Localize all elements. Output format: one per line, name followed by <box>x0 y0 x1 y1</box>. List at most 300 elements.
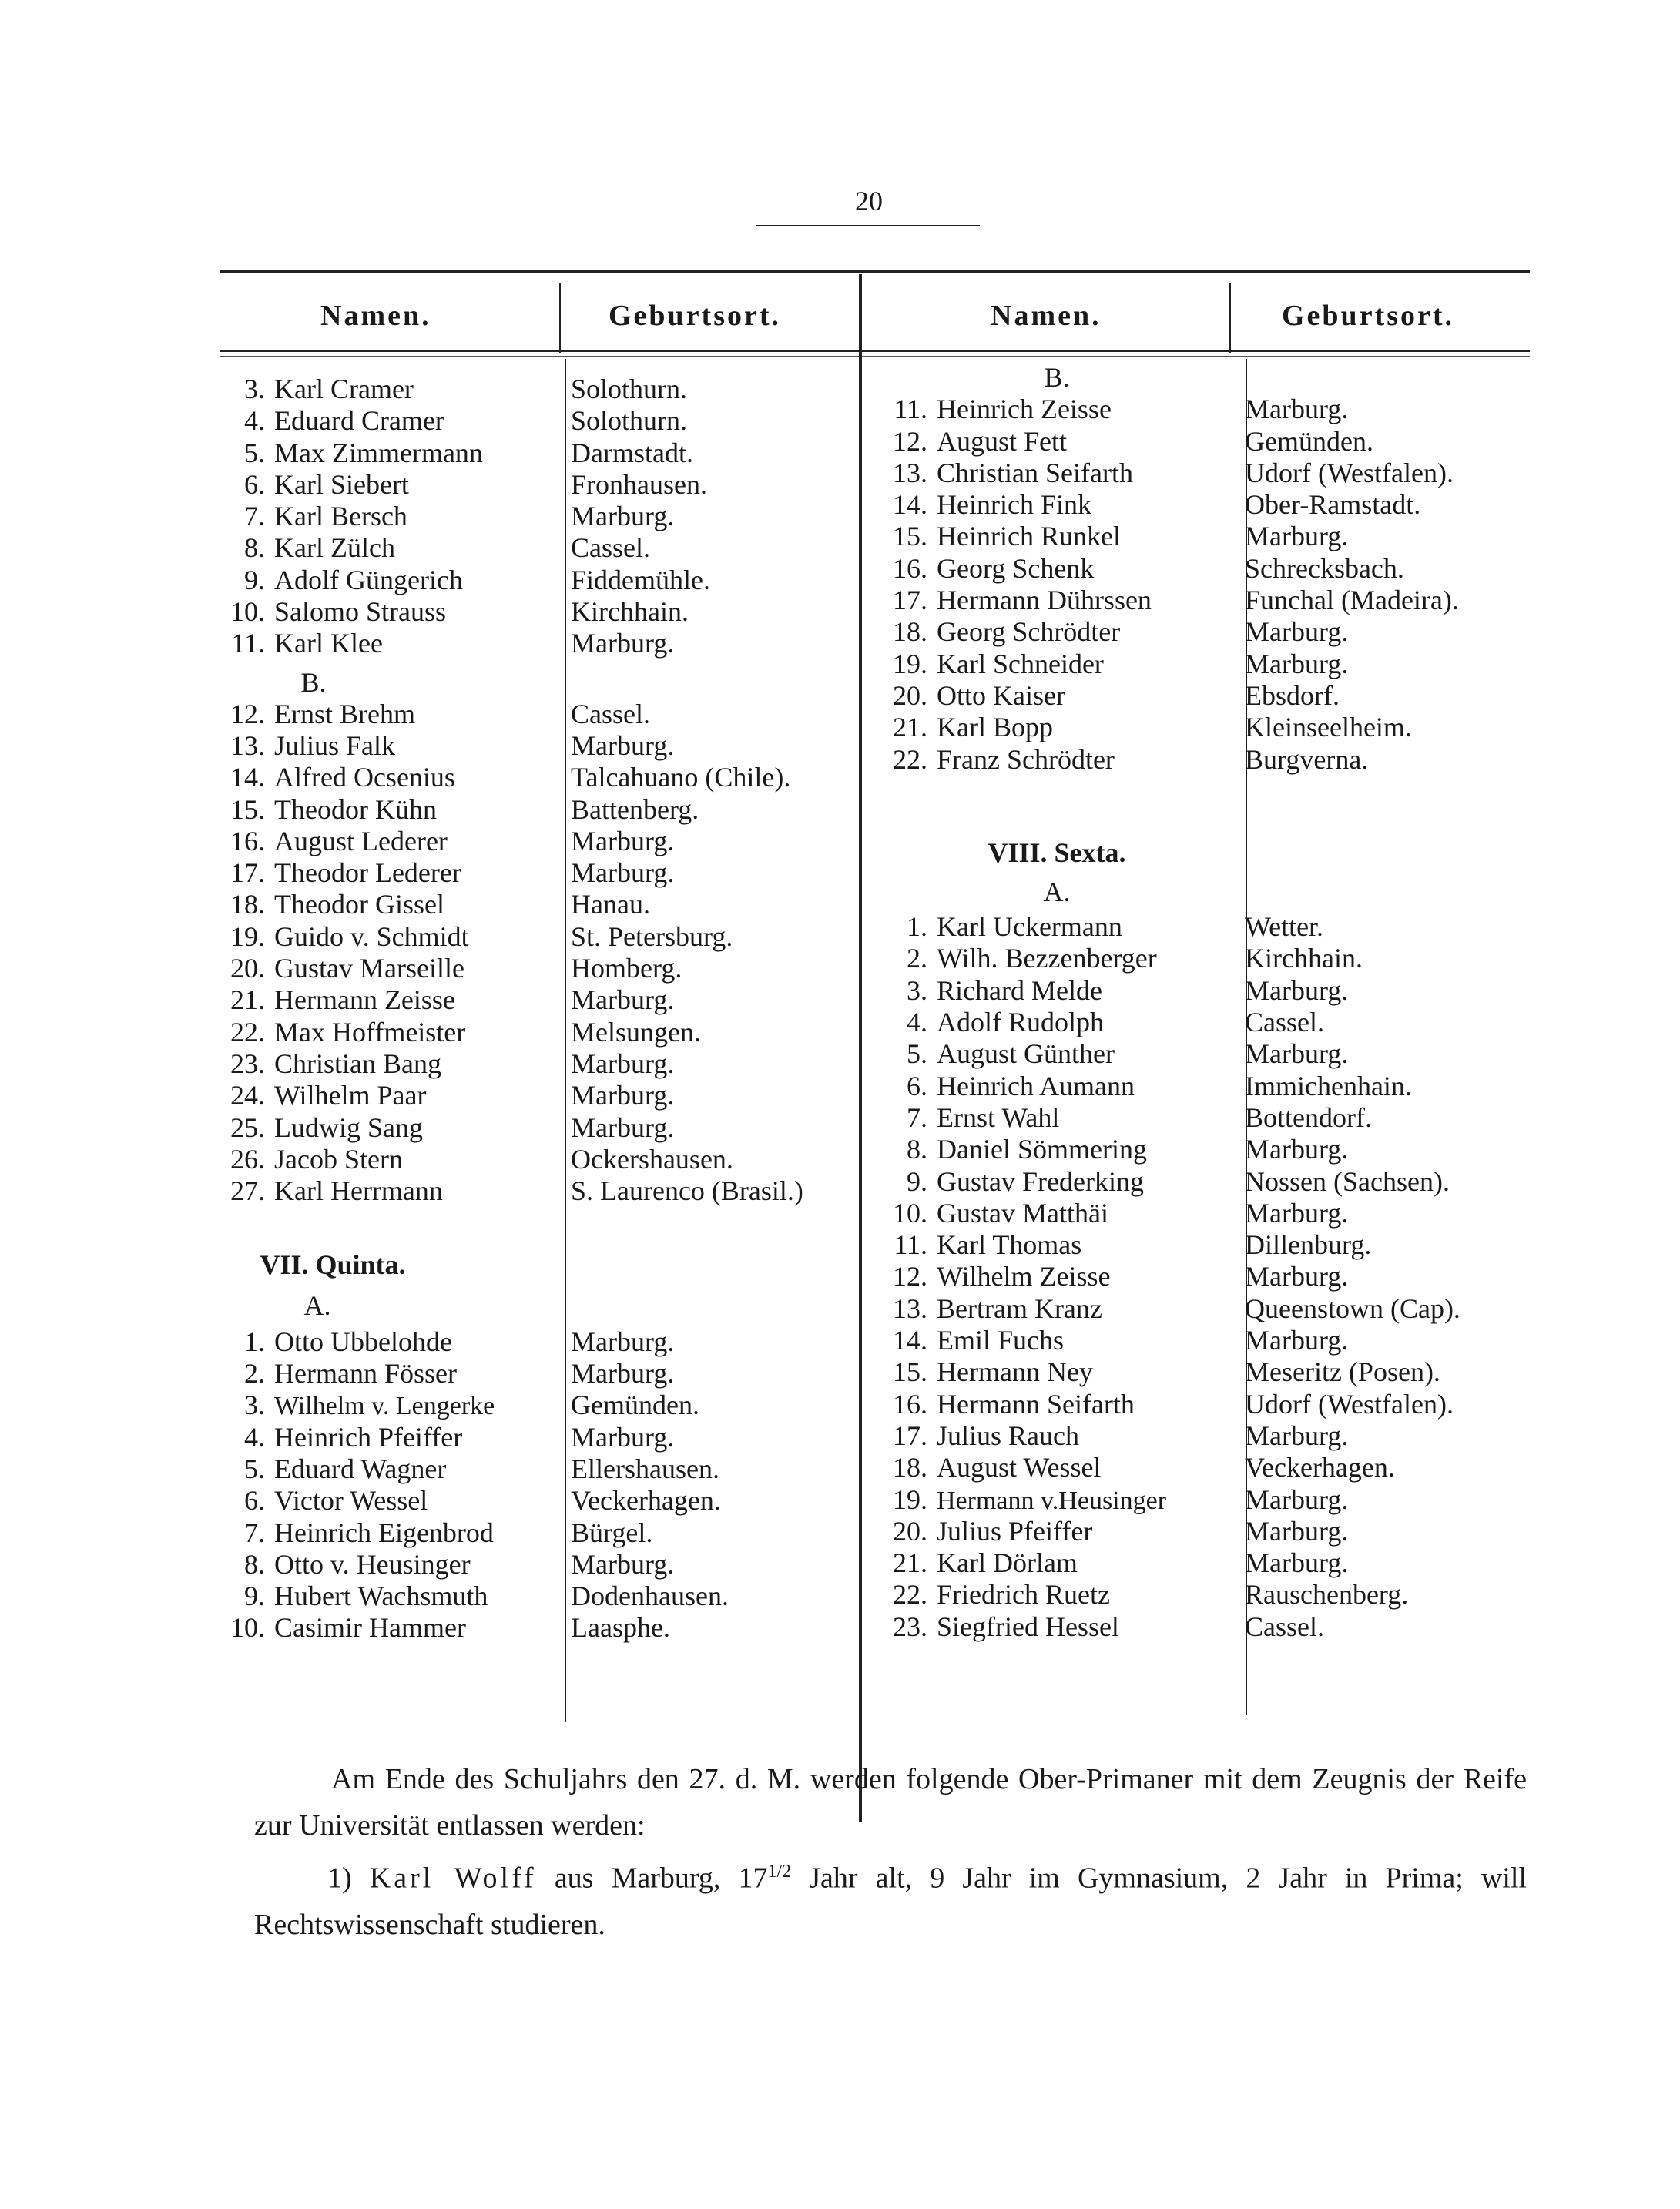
table-cell: Richard Melde <box>937 974 1102 1006</box>
table-cell: Karl Herrmann <box>274 1175 443 1207</box>
table-cell: Marburg. <box>1245 1134 1349 1165</box>
table-row <box>217 1175 857 1207</box>
table-row <box>217 730 857 762</box>
table-cell: 14. <box>893 489 927 521</box>
table-cell: Marburg. <box>1245 974 1349 1006</box>
table-cell: 12. <box>893 425 927 457</box>
subsection-a-quinta: A. <box>303 1289 331 1321</box>
table-row <box>217 501 857 532</box>
table-cell: Salomo Strauss <box>274 596 447 628</box>
table-cell: 12. <box>893 1261 927 1292</box>
table-cell: 13. <box>893 1292 927 1324</box>
table-cell: Hermann Ney <box>937 1356 1093 1388</box>
table-cell: Nossen (Sachsen). <box>1245 1165 1450 1197</box>
table-row <box>217 953 857 984</box>
table-row <box>880 911 1527 943</box>
table-cell: Wilhelm Zeisse <box>937 1261 1111 1292</box>
table-row <box>880 1484 1527 1516</box>
table-cell: 6. <box>907 1070 927 1101</box>
table-row <box>217 1326 857 1358</box>
table-cell: 5. <box>244 1453 265 1484</box>
table-cell: 1. <box>907 911 927 943</box>
table-cell: Karl Zülch <box>274 532 395 564</box>
table-cell: 12. <box>230 698 265 729</box>
table-cell: Veckerhagen. <box>571 1485 721 1517</box>
table-cell: Wilhelm Paar <box>274 1080 427 1111</box>
table-cell: Karl Bersch <box>274 501 407 532</box>
table-cell: Hermann Zeisse <box>274 984 455 1016</box>
table-cell: 9. <box>244 1580 265 1612</box>
table-cell: Meseritz (Posen). <box>1245 1356 1440 1388</box>
table-cell: Karl Klee <box>274 628 383 659</box>
table-row <box>217 469 857 501</box>
table-cell: Wetter. <box>1245 911 1324 943</box>
table-cell: Marburg. <box>1245 1325 1349 1356</box>
table-row <box>217 1358 857 1389</box>
table-cell: Max Hoffmeister <box>274 1016 466 1048</box>
table-cell: 7. <box>907 1101 927 1133</box>
table-cell: Ober-Ramstadt. <box>1245 489 1421 521</box>
table-cell: Karl Cramer <box>274 374 414 404</box>
page-number: 20 <box>855 186 883 216</box>
table-cell: Karl Schneider <box>937 648 1104 679</box>
table-row <box>880 1356 1527 1388</box>
table-row <box>880 521 1527 552</box>
table-cell: Marburg. <box>571 1358 675 1389</box>
col-divider-3 <box>1229 283 1231 353</box>
table-row <box>880 1389 1527 1420</box>
table-cell: Otto v. Heusinger <box>274 1548 471 1580</box>
table-row <box>217 794 857 826</box>
table-row <box>217 1485 857 1517</box>
table-cell: 20. <box>893 679 927 711</box>
table-row <box>880 1007 1527 1038</box>
table-cell: S. Laurenco (Brasil.) <box>571 1175 803 1207</box>
graduate-name: Karl Wolff <box>369 1862 537 1895</box>
table-cell: Marburg. <box>571 501 675 532</box>
header-right-geburtsort: Geburtsort. <box>1282 300 1455 332</box>
table-cell: 15. <box>893 1356 927 1388</box>
table-cell: Heinrich Eigenbrod <box>274 1517 494 1548</box>
table-cell: Marburg. <box>1245 394 1349 425</box>
table-cell: Veckerhagen. <box>1245 1452 1395 1483</box>
table-header-rule-2 <box>220 356 1530 357</box>
table-cell: Udorf (Westfalen). <box>1245 1388 1454 1420</box>
table-cell: 18. <box>893 616 927 648</box>
table-cell: Julius Falk <box>274 729 396 761</box>
table-cell: Ebsdorf. <box>1245 679 1340 711</box>
table-cell: Bertram Kranz <box>937 1292 1102 1324</box>
table-cell: 17. <box>893 1420 927 1451</box>
table-cell: 26. <box>230 1143 265 1175</box>
table-cell: Marburg. <box>571 729 675 761</box>
table-cell: 10. <box>893 1197 927 1229</box>
table-cell: 14. <box>230 762 265 793</box>
table-row <box>217 532 857 564</box>
table-row <box>217 1112 857 1144</box>
table-cell: Marburg. <box>571 628 675 659</box>
table-cell: 5. <box>244 437 265 468</box>
table-cell: 19. <box>893 1483 927 1515</box>
table-cell: Hanau. <box>571 889 650 920</box>
table-cell: Darmstadt. <box>571 437 693 468</box>
table-top-rule <box>220 270 1530 273</box>
table-cell: Queenstown (Cap). <box>1245 1292 1460 1324</box>
table-cell: Heinrich Fink <box>937 489 1091 521</box>
table-cell: Karl Thomas <box>937 1229 1082 1261</box>
table-row <box>217 405 857 437</box>
section-sexta-title: VIII. Sexta. <box>988 836 1126 868</box>
table-cell: 15. <box>230 793 265 825</box>
table-cell: Karl Dörlam <box>937 1547 1078 1579</box>
table-cell: Fiddemühle. <box>571 564 710 595</box>
table-cell: 3. <box>244 374 265 404</box>
table-row <box>217 889 857 920</box>
table-cell: 13. <box>230 729 265 761</box>
table-cell: Marburg. <box>571 1080 675 1111</box>
table-row <box>217 628 857 659</box>
table-cell: 11. <box>894 394 927 425</box>
table-cell: Marburg. <box>1245 1261 1349 1292</box>
table-row <box>217 596 857 628</box>
table-cell: Georg Schenk <box>937 552 1095 584</box>
table-cell: 19. <box>893 648 927 679</box>
table-row <box>880 1516 1527 1547</box>
table-cell: 18. <box>893 1452 927 1483</box>
table-cell: Adolf Güngerich <box>274 564 463 595</box>
table-row <box>880 616 1527 648</box>
table-cell: Gemünden. <box>1245 425 1373 457</box>
table-cell: 16. <box>893 1388 927 1420</box>
table-row <box>217 984 857 1016</box>
table-cell: Marburg. <box>1245 616 1349 648</box>
table-row <box>880 1293 1527 1325</box>
table-cell: 11. <box>231 628 265 659</box>
table-cell: Solothurn. <box>571 405 688 437</box>
table-row <box>880 1547 1527 1579</box>
table-cell: 25. <box>230 1111 265 1143</box>
table-cell: Heinrich Zeisse <box>937 394 1112 425</box>
table-cell: Bottendorf. <box>1245 1101 1372 1133</box>
text-span: aus Marburg, 17 <box>554 1862 768 1895</box>
table-cell: Hermann Seifarth <box>937 1388 1135 1420</box>
table-cell: Eduard Wagner <box>274 1453 447 1484</box>
table-cell: Franz Schrödter <box>937 743 1115 775</box>
table-cell: Dillenburg. <box>1245 1229 1372 1261</box>
table-cell: Schrecksbach. <box>1245 552 1404 584</box>
table-cell: Hermann Fösser <box>274 1358 457 1389</box>
table-cell: Cassel. <box>1245 1611 1324 1642</box>
table-row <box>880 1166 1527 1198</box>
table-cell: Gustav Matthäi <box>937 1197 1108 1229</box>
table-cell: 18. <box>230 889 265 920</box>
table-cell: 27. <box>230 1175 265 1207</box>
table-cell: Wilhelm v. Lengerke <box>274 1392 495 1421</box>
table-cell: Theodor Gissel <box>274 889 444 920</box>
table-cell: 6. <box>244 468 265 500</box>
table-cell: 24. <box>230 1080 265 1111</box>
table-cell: August Lederer <box>274 825 448 856</box>
header-left-namen: Namen. <box>320 300 431 332</box>
table-cell: Karl Siebert <box>274 468 409 500</box>
table-row <box>217 565 857 596</box>
table-cell: Immichenhain. <box>1245 1070 1412 1101</box>
table-cell: 17. <box>893 585 927 616</box>
table-cell: 22. <box>893 743 927 775</box>
table-cell: 8. <box>244 1548 265 1580</box>
table-cell: 7. <box>244 501 265 532</box>
table-cell: 3. <box>244 1389 265 1421</box>
table-cell: Marburg. <box>571 1111 675 1143</box>
fraction: 1/2 <box>767 1862 792 1882</box>
text-span: Jahr alt, 9 Jahr im Gymnasium, 2 Jahr in Prima; will Rechtswissenschaft studieren. <box>254 1862 1527 1941</box>
table-cell: Marburg. <box>571 825 675 856</box>
table-cell: 23. <box>893 1611 927 1642</box>
table-row <box>880 394 1527 425</box>
table-cell: 9. <box>907 1165 927 1197</box>
paragraph-line-1: Am Ende des Schuljahrs den 27. d. M. werden folgende Ober-Primaner mit dem Zeugnis der Reife zur Universität entlassen werden: <box>254 1763 1527 1842</box>
table-row <box>880 649 1527 680</box>
table-row <box>880 943 1527 974</box>
table-row <box>880 426 1527 458</box>
table-cell: Kleinseelheim. <box>1245 712 1412 743</box>
table-cell: Marburg. <box>571 1326 675 1357</box>
table-row <box>880 585 1527 616</box>
table-cell: Theodor Kühn <box>274 793 437 825</box>
table-row <box>880 744 1527 776</box>
table-cell: Georg Schrödter <box>937 616 1121 648</box>
table-cell: 7. <box>244 1517 265 1548</box>
table-cell: Burgverna. <box>1245 743 1369 775</box>
table-row <box>880 458 1527 489</box>
table-cell: Adolf Rudolph <box>937 1007 1105 1038</box>
table-cell: Hubert Wachsmuth <box>274 1580 488 1612</box>
table-cell: Battenberg. <box>571 793 699 825</box>
table-cell: 5. <box>907 1038 927 1070</box>
table-row <box>880 1261 1527 1292</box>
table-cell: Laasphe. <box>571 1612 670 1644</box>
table-row <box>880 975 1527 1007</box>
table-row <box>880 1420 1527 1452</box>
table-row <box>217 857 857 889</box>
table-cell: Melsungen. <box>571 1016 701 1048</box>
table-cell: Christian Seifarth <box>937 457 1133 488</box>
table-cell: Emil Fuchs <box>937 1325 1065 1356</box>
table-cell: 21. <box>893 712 927 743</box>
table-cell: St. Petersburg. <box>571 920 733 952</box>
table-row <box>217 1389 857 1421</box>
table-row <box>217 1017 857 1048</box>
table-row <box>217 1612 857 1644</box>
table-row <box>217 374 857 405</box>
table-cell: Theodor Lederer <box>274 857 461 889</box>
table-row <box>217 1517 857 1549</box>
table-cell: 17. <box>230 857 265 889</box>
table-row <box>217 1422 857 1453</box>
table-cell: 20. <box>893 1515 927 1547</box>
table-cell: Ernst Wahl <box>937 1101 1060 1133</box>
table-cell: Talcahuano (Chile). <box>571 762 791 793</box>
table-row <box>217 699 857 730</box>
table-cell: Julius Rauch <box>937 1420 1079 1451</box>
table-cell: Marburg. <box>1245 1038 1349 1070</box>
table-row <box>880 680 1527 712</box>
table-row <box>217 1080 857 1111</box>
table-cell: Jacob Stern <box>274 1143 403 1175</box>
section-quinta-title: VII. Quinta. <box>260 1249 406 1281</box>
table-cell: Hermann Dührssen <box>937 585 1152 616</box>
table-cell: Marburg. <box>1245 1483 1349 1515</box>
table-cell: Wilh. Bezzenberger <box>937 943 1157 974</box>
table-cell: Julius Pfeiffer <box>937 1515 1093 1547</box>
table-row <box>217 921 857 953</box>
table-cell: Ockershausen. <box>571 1143 733 1175</box>
table-cell: Kirchhain. <box>571 596 689 628</box>
table-cell: 23. <box>230 1048 265 1079</box>
table-cell: Marburg. <box>571 1421 675 1453</box>
table-cell: Kirchhain. <box>1245 943 1363 974</box>
table-cell: Marburg. <box>1245 1420 1349 1451</box>
table-cell: 11. <box>894 1229 927 1261</box>
table-row <box>217 1144 857 1175</box>
table-cell: Heinrich Pfeiffer <box>274 1421 463 1453</box>
table-row <box>880 1071 1527 1102</box>
table-cell: Otto Ubbelohde <box>274 1326 452 1357</box>
table-cell: Homberg. <box>571 953 682 984</box>
table-cell: 2. <box>244 1358 265 1389</box>
table-cell: Otto Kaiser <box>937 679 1065 711</box>
paragraph-item-1 <box>254 1849 1527 1948</box>
table-cell: 16. <box>230 825 265 856</box>
table-cell: Ludwig Sang <box>274 1111 423 1143</box>
text-span: 1) <box>327 1862 352 1895</box>
left-block-1 <box>217 374 857 1644</box>
table-cell: 13. <box>893 457 927 488</box>
table-row <box>217 437 857 469</box>
subsection-b-right: B. <box>1044 362 1070 393</box>
table-cell: Daniel Sömmering <box>937 1134 1147 1165</box>
table-cell: Fronhausen. <box>571 468 707 500</box>
table-cell: Casimir Hammer <box>274 1612 466 1644</box>
table-row <box>880 712 1527 743</box>
table-row <box>880 1229 1527 1261</box>
subsection-b-left: B. <box>300 666 327 698</box>
table-row <box>217 1549 857 1580</box>
table-row <box>880 1038 1527 1070</box>
table-cell: 8. <box>907 1134 927 1165</box>
table-cell: Gemünden. <box>571 1389 699 1421</box>
table-cell: 6. <box>244 1485 265 1517</box>
table-cell: Siegfried Hessel <box>937 1611 1119 1642</box>
table-cell: 14. <box>893 1325 927 1356</box>
closing-paragraph <box>254 1756 1527 1948</box>
table-cell: Karl Uckermann <box>937 911 1122 943</box>
table-cell: Ernst Brehm <box>274 698 415 729</box>
table-cell: 10. <box>230 1612 265 1644</box>
table-cell: 15. <box>893 521 927 552</box>
table-cell: August Günther <box>937 1038 1115 1070</box>
table-row <box>880 1579 1527 1611</box>
table-cell: 20. <box>230 953 265 984</box>
table-row <box>217 762 857 793</box>
table-row <box>880 1198 1527 1229</box>
table-cell: Karl Bopp <box>937 712 1053 743</box>
table-row <box>217 1453 857 1485</box>
subsection-a-sexta: A. <box>1043 877 1071 908</box>
table-cell: 22. <box>893 1579 927 1611</box>
page-number-underline <box>756 225 980 226</box>
table-cell: 16. <box>893 552 927 584</box>
table-cell: Udorf (Westfalen). <box>1245 457 1454 488</box>
table-cell: Solothurn. <box>571 374 688 404</box>
table-cell: Marburg. <box>571 1048 675 1079</box>
table-cell: 4. <box>907 1007 927 1038</box>
table-cell: Marburg. <box>1245 1197 1349 1229</box>
table-cell: Cassel. <box>1245 1007 1324 1038</box>
right-block <box>880 362 1527 1643</box>
table-cell: Alfred Ocsenius <box>274 762 455 793</box>
table-cell: Victor Wessel <box>274 1485 428 1517</box>
table-cell: Heinrich Runkel <box>937 521 1121 552</box>
table-cell: Eduard Cramer <box>274 405 444 437</box>
table-cell: Marburg. <box>1245 1515 1349 1547</box>
table-row <box>880 1611 1527 1643</box>
table-row <box>217 1580 857 1612</box>
table-cell: 2. <box>907 943 927 974</box>
table-cell: Heinrich Aumann <box>937 1070 1135 1101</box>
table-cell: 9. <box>244 564 265 595</box>
table-header-rule <box>220 350 1530 352</box>
table-cell: Marburg. <box>1245 521 1349 552</box>
table-cell: 10. <box>230 596 265 628</box>
table-cell: Marburg. <box>571 1548 675 1580</box>
table-row <box>880 1325 1527 1356</box>
table-cell: Marburg. <box>1245 1547 1349 1579</box>
table-row <box>880 1102 1527 1134</box>
table-cell: Rauschenberg. <box>1245 1579 1409 1611</box>
table-cell: Cassel. <box>571 698 650 729</box>
table-cell: Guido v. Schmidt <box>274 920 469 952</box>
table-row <box>880 553 1527 585</box>
table-cell: Marburg. <box>1245 648 1349 679</box>
col-divider-1 <box>559 283 561 353</box>
table-cell: Bürgel. <box>571 1517 653 1548</box>
table-cell: 19. <box>230 920 265 952</box>
table-cell: Funchal (Madeira). <box>1245 585 1459 616</box>
table-cell: 22. <box>230 1016 265 1048</box>
table-cell: Dodenhausen. <box>571 1580 729 1612</box>
table-cell: Hermann v.Heusinger <box>937 1486 1167 1515</box>
table-row <box>880 1134 1527 1165</box>
table-cell: 4. <box>244 405 265 437</box>
table-cell: 1. <box>244 1326 265 1357</box>
table-cell: Marburg. <box>571 857 675 889</box>
table-cell: Friedrich Ruetz <box>937 1579 1110 1611</box>
table-cell: Max Zimmermann <box>274 437 483 468</box>
table-cell: Christian Bang <box>274 1048 441 1079</box>
table-row <box>217 1048 857 1080</box>
table-cell: Ellershausen. <box>571 1453 719 1484</box>
table-cell: 21. <box>230 984 265 1016</box>
table-cell: 3. <box>907 974 927 1006</box>
col-divider-center <box>859 274 862 1822</box>
table-cell: 8. <box>244 532 265 564</box>
table-cell: Gustav Marseille <box>274 953 464 984</box>
table-row <box>217 826 857 857</box>
table-cell: August Wessel <box>937 1452 1102 1483</box>
table-cell: August Fett <box>937 425 1068 457</box>
table-cell: 4. <box>244 1421 265 1453</box>
